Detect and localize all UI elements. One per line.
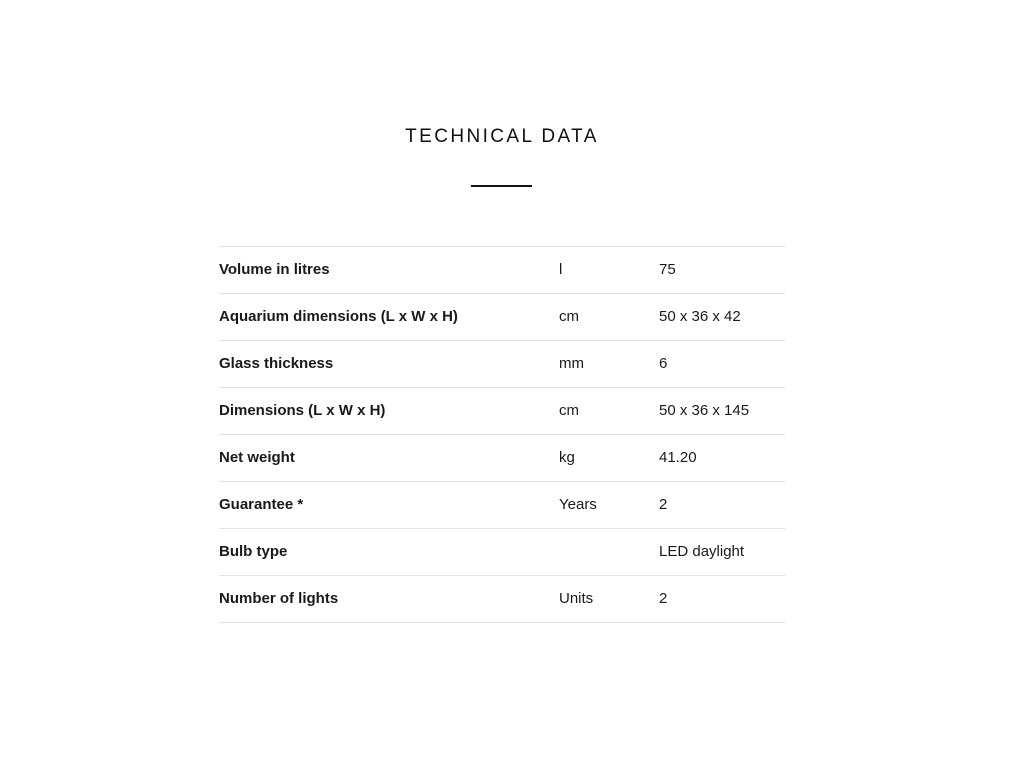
spec-value: 41.20 xyxy=(659,449,697,466)
spec-unit: Years xyxy=(559,496,597,513)
table-row xyxy=(219,294,785,341)
spec-label: Bulb type xyxy=(219,543,288,560)
table-row xyxy=(219,247,785,294)
table-row xyxy=(219,435,785,482)
spec-label: Glass thickness xyxy=(219,355,334,372)
table-row xyxy=(219,576,785,623)
spec-unit: l xyxy=(559,261,563,278)
spec-value: 6 xyxy=(659,355,668,372)
spec-unit: cm xyxy=(559,308,579,325)
spec-unit xyxy=(559,529,659,576)
spec-label: Aquarium dimensions (L x W x H) xyxy=(219,308,458,325)
table-row xyxy=(219,482,785,529)
spec-label: Dimensions (L x W x H) xyxy=(219,402,386,419)
section-title: TECHNICAL DATA xyxy=(405,126,599,147)
spec-unit: mm xyxy=(559,355,584,372)
spec-unit: cm xyxy=(559,402,579,419)
spec-value: 2 xyxy=(659,496,668,513)
table-row xyxy=(219,388,785,435)
spec-label: Guarantee * xyxy=(219,496,304,513)
spec-value: 50 x 36 x 42 xyxy=(659,308,741,325)
spec-label: Volume in litres xyxy=(219,261,330,278)
spec-unit: kg xyxy=(559,449,575,466)
title-underline xyxy=(471,185,532,187)
spec-label: Number of lights xyxy=(219,590,339,607)
table-row xyxy=(219,341,785,388)
spec-unit: Units xyxy=(559,590,594,607)
spec-value: LED daylight xyxy=(659,543,745,560)
technical-data-table xyxy=(219,246,785,623)
spec-value: 75 xyxy=(659,261,676,278)
spec-label: Net weight xyxy=(219,449,295,466)
spec-value: 50 x 36 x 145 xyxy=(659,402,750,419)
table-row xyxy=(219,529,785,576)
spec-value: 2 xyxy=(659,590,668,607)
